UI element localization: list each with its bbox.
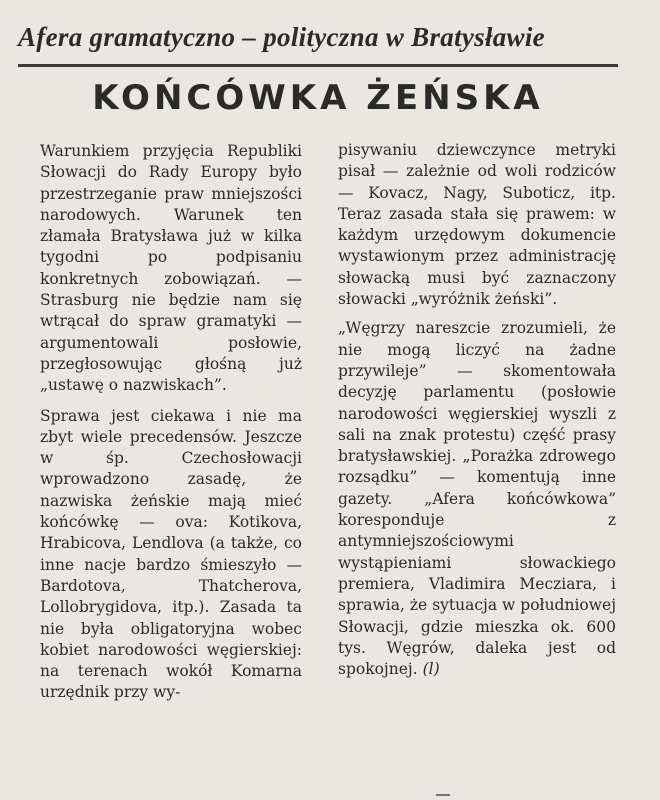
paragraph-2: Sprawa jest ciekawa i nie ma zbyt wiele precedensów. Jeszcze w śp. Czechosłowacji wprowadzono zasadę, że nazwiska żeńskie mają mieć końcówkę — ova: Kotikova, Hrabicova, Lendlova (a także, co inne nacje bardzo śmieszyło — Bardotova, Thatcherova, Lollobrygidova, itp.). Zasada ta nie była obligatoryjna wobec kobiet narodowości węgierskiej: na terenach wokół Komarna urzędnik przy wy- (40, 406, 302, 702)
paragraph-3 (338, 318, 616, 680)
paragraph-3-text: „Węgrzy nareszcie zrozumieli, że nie mogą liczyć na żadne przywileje” — skomentowała decyzję parlamentu (posłowie narodowości węgierskiej wyszli z sali na znak protestu) część prasy bratysławskiej. „Porażka zdrowego rozsądku” — komentują inne gazety. „Afera końcówkowa” koresponduje z antymniejszościowymi wystąpieniami słowackiego premiera, Vladimira Mecziara, i sprawia, że sytuacja w południowej Słowacji, gdzie mieszka ok. 600 tys. Węgrów, daleka jest od spokojnej. (338, 319, 616, 679)
page-mark (436, 794, 450, 796)
header-rule (18, 64, 618, 67)
kicker-title: Afera gramatyczno – polityczna w Bratysławie (18, 22, 545, 52)
article-column-left (40, 141, 302, 704)
paragraph-1: Warunkiem przyjęcia Republiki Słowacji do Rady Europy było przestrzeganie praw mniejszości narodowych. Warunek ten złamała Bratysława już w kilka tygodni po podpisaniu konkretnych zobowiązań. — Strasburg nie będzie nam się wtrącał do spraw gramatyki — argumentowali posłowie, przegłosowując głośną już „ustawę o nazwiskach”. (40, 142, 302, 395)
author-signature: (l) (422, 660, 440, 679)
article-column-right (338, 140, 616, 680)
paragraph-2-continued: pisywaniu dziewczynce metryki pisał — zależnie od woli rodziców — Kovacz, Nagy, Suboticz, itp. Teraz zasada stała się prawem: w każdym urzędowym dokumencie wystawionym przez administrację słowacką musi być zaznaczony słowacki „wyróżnik żeński”. (338, 141, 616, 309)
headline: KOŃCÓWKA ŻEŃSKA (92, 78, 544, 118)
